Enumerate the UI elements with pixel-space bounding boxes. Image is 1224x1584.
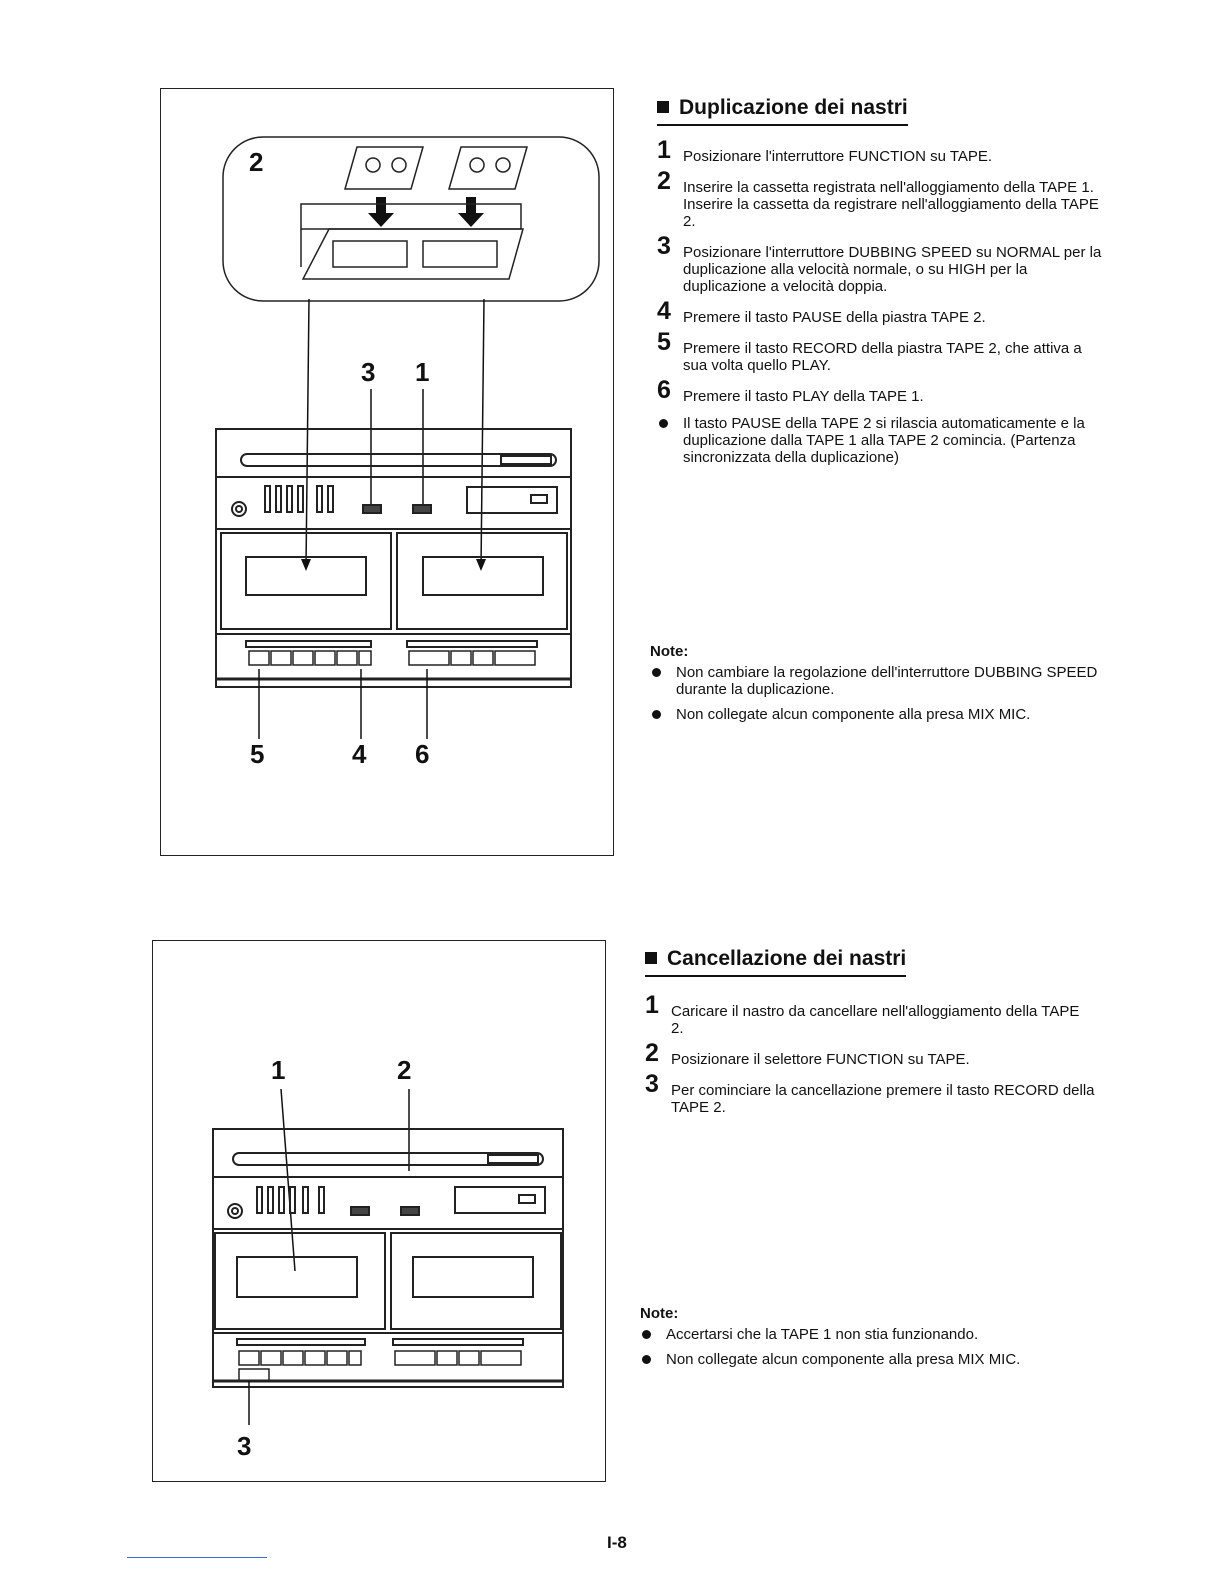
notes-erasing [640,1305,1090,1376]
footer-rule [127,1557,267,1558]
note-item: Non cambiare la regolazione dell'interruttore DUBBING SPEED durante la duplicazione. [650,664,1100,698]
steps-list [645,991,1095,1116]
open-deck [301,204,523,279]
insert-arrow-left [368,197,394,227]
figure-erase [152,940,606,1482]
square-bullet-icon [645,952,657,964]
callout-2: 2 [249,147,264,177]
section-title: Cancellazione dei nastri [645,947,906,977]
inset-frame [223,137,599,301]
callout-1: 1 [271,1055,286,1085]
note-item: Accertarsi che la TAPE 1 non stia funzionando. [640,1326,1090,1343]
section-title: Duplicazione dei nastri [657,96,908,126]
step-4: 4 Premere il tasto PAUSE della piastra TAPE 2. [657,297,986,326]
step-2: 2 Inserire la cassetta registrata nell'alloggiamento della TAPE 1. Inserire la cassetta da registrare nell'alloggiamento della TAPE 2. [657,167,1099,230]
note-heading: Note: [640,1305,679,1322]
step-1: 1 Caricare il nastro da cancellare nell'alloggiamento della TAPE 2. [645,991,1080,1037]
cassette-left [345,147,423,189]
note-item: Non collegate alcun componente alla presa MIX MIC. [640,1351,1090,1368]
step-5: 5 Premere il tasto RECORD della piastra TAPE 2, che attiva a sua volta quello PLAY. [657,328,1082,374]
bullet-note: Il tasto PAUSE della TAPE 2 si rilascia automaticamente e la duplicazione dalla TAPE 1 alla TAPE 2 comincia. (Partenza sincronizzata della duplicazione) [657,415,1107,466]
callout-3: 3 [361,357,376,387]
step-1: 1 Posizionare l'interruttore FUNCTION su TAPE. [657,136,993,165]
callout-6: 6 [415,739,430,769]
cassette-right [449,147,527,189]
note-heading: Note: [650,643,689,660]
dubbing-illustration [161,89,613,855]
insert-arrow-right [458,197,484,227]
step-2: 2 Posizionare il selettore FUNCTION su TAPE. [645,1039,970,1068]
section-erasing [645,947,1095,1130]
stereo-unit-2 [213,1129,563,1387]
callout-5: 5 [250,739,265,769]
notes-dubbing [650,643,1100,731]
callout-2: 2 [397,1055,412,1085]
note-item: Non collegate alcun componente alla presa MIX MIC. [650,706,1100,723]
callout-1: 1 [415,357,430,387]
stereo-unit [216,429,571,687]
callout-4: 4 [352,739,367,769]
steps-list [657,136,1107,405]
step-6: 6 Premere il tasto PLAY della TAPE 1. [657,376,924,405]
step-3: 3 Posizionare l'interruttore DUBBING SPEED su NORMAL per la duplicazione alla velocità normale, o su HIGH per la duplicazione a velocità doppia. [657,232,1102,295]
section-dubbing [657,96,1107,466]
callout-3: 3 [237,1431,252,1461]
erase-illustration [153,941,605,1481]
square-bullet-icon [657,101,669,113]
figure-dubbing [160,88,614,856]
page-number: I-8 [607,1533,627,1552]
step-3: 3 Per cominciare la cancellazione premere il tasto RECORD della TAPE 2. [645,1070,1095,1116]
